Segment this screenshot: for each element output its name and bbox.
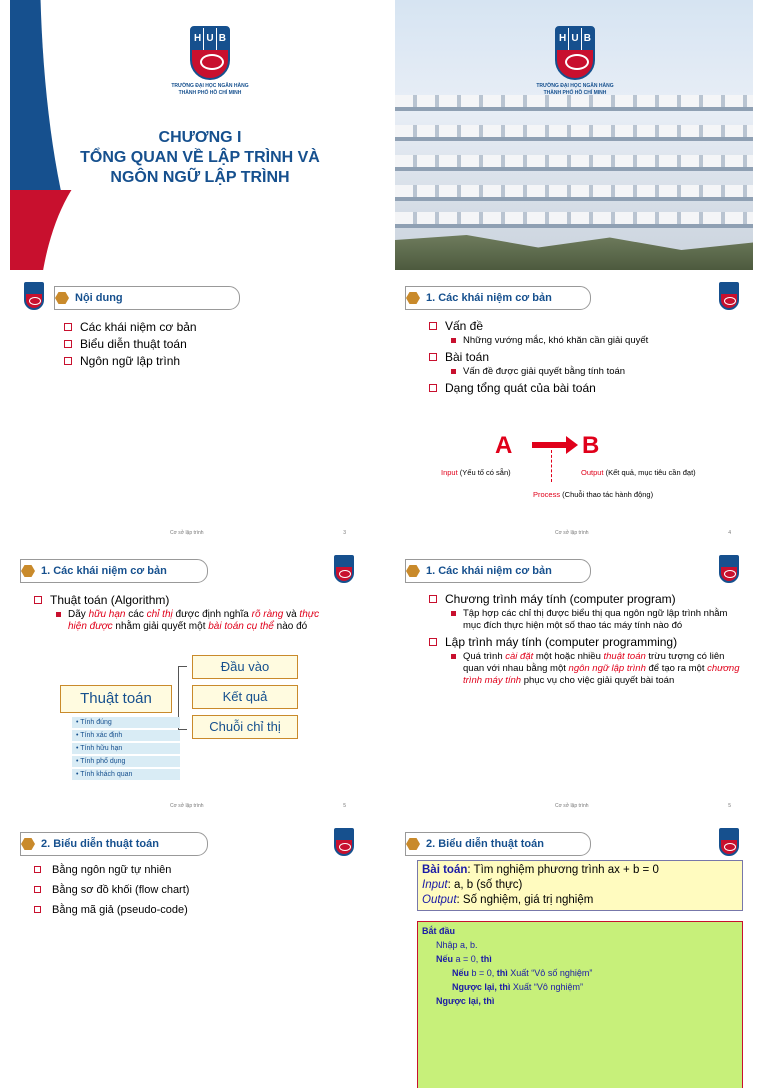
footer-text: Cơ sở lập trình: [170, 803, 204, 809]
hub-logo-icon: [334, 828, 354, 856]
slide-building-photo: [395, 0, 753, 270]
page-number: 3: [343, 530, 346, 536]
hub-shield-icon: H U B: [190, 26, 230, 80]
slide-basic-concepts: [395, 272, 753, 542]
list-item: Lập trình máy tính (computer programming) Quá trình cài đặt một hoặc nhiều thuật toán trừu tượng có liên quan với nhau bằng một ngôn ngữ lập trình để tạo ra một chương trình máy tính phục vụ cho việc giải quyết bài toán: [429, 634, 745, 687]
property-item: • Tính khách quan: [72, 769, 180, 780]
concept-list: [429, 318, 749, 397]
pseudocode-box: Bắt đầu Nhập a, b. Nếu a = 0, thì Nếu b = 0, thì Xuất “Vô số nghiệm” Ngược lại, thì Xuất “Vô nghiệm” Ngược lại, thì: [417, 921, 743, 1088]
footer-text: Cơ sở lập trình: [555, 803, 589, 809]
logo-caption: TRƯỜNG ĐẠI HỌC NGÂN HÀNG THÀNH PHỐ HỒ CHÍ MINH: [536, 83, 614, 96]
hexagon-bullet-icon: [21, 565, 35, 577]
hub-logo: [170, 26, 250, 97]
properties-list: [72, 717, 180, 782]
slide-header: 1. Các khái niệm cơ bản: [405, 286, 591, 310]
instruction-box: Chuỗi chỉ thị: [192, 715, 298, 739]
hub-logo-icon: [719, 828, 739, 856]
hexagon-bullet-icon: [406, 292, 420, 304]
slide-header: 2. Biểu diễn thuật toán: [20, 832, 208, 856]
property-item: • Tính xác định: [72, 730, 180, 741]
definition: Dãy hữu hạn các chỉ thị được định nghĩa rõ ràng và thực hiện được nhằm giải quyết một bài toán cụ thể nào đó: [50, 609, 334, 633]
hub-logo-icon: [719, 282, 739, 310]
list-item: Bằng sơ đồ khối (flow chart): [34, 880, 189, 900]
list-item: Vấn đề Những vướng mắc, khó khăn cần giải quyết: [429, 318, 749, 347]
representation-list: [34, 860, 189, 920]
slide-computer-program: [395, 545, 753, 815]
property-item: • Tính phổ dụng: [72, 756, 180, 767]
input-box: Đầu vào: [192, 655, 298, 679]
list-item: Ngôn ngữ lập trình: [64, 353, 197, 370]
page-number: 4: [728, 530, 731, 536]
list-item: Bằng mã giả (pseudo-code): [34, 900, 189, 920]
list-item: Bằng ngôn ngữ tự nhiên: [34, 860, 189, 880]
property-item: • Tính hữu hạn: [72, 743, 180, 754]
list-item: Bài toán Vấn đề được giải quyết bằng tính toán: [429, 349, 749, 378]
algorithm-list: [34, 592, 334, 635]
page-number: 5: [343, 803, 346, 809]
slide-header: Nội dung: [54, 286, 240, 310]
hub-shield-icon: H U B: [555, 26, 595, 80]
hexagon-bullet-icon: [21, 838, 35, 850]
hexagon-bullet-icon: [406, 838, 420, 850]
list-item: Thuật toán (Algorithm) Dãy hữu hạn các chỉ thị được định nghĩa rõ ràng và thực hiện được nhằm giải quyết một bài toán cụ thể nào đó: [34, 592, 334, 633]
program-list: [429, 591, 745, 689]
slide-title: [10, 0, 368, 270]
hub-logo: [535, 26, 615, 97]
footer-text: Cơ sở lập trình: [555, 530, 589, 536]
chapter-title: CHƯƠNG I TỔNG QUAN VỀ LẬP TRÌNH VÀ NGÔN NGỮ LẬP TRÌNH: [80, 129, 320, 186]
input-label: Input (Yếu tố có sẵn): [441, 468, 511, 477]
algorithm-box: Thuật toán: [60, 685, 172, 713]
slide-header: 1. Các khái niệm cơ bản: [20, 559, 208, 583]
hub-logo-icon: [719, 555, 739, 583]
hexagon-bullet-icon: [406, 565, 420, 577]
contents-list: [64, 319, 197, 370]
label-a: A: [495, 432, 513, 459]
sub-item: Vấn đề được giải quyết bằng tính toán: [445, 366, 749, 378]
output-label: Output (Kết quả, mục tiêu cần đạt): [581, 468, 696, 477]
slide-contents: [10, 272, 368, 542]
list-item: Biểu diễn thuật toán: [64, 336, 197, 353]
property-item: • Tính đúng: [72, 717, 180, 728]
slide-algorithm: [10, 545, 368, 815]
footer-text: Cơ sở lập trình: [170, 530, 204, 536]
logo-caption: TRƯỜNG ĐẠI HỌC NGÂN HÀNG THÀNH PHỐ HỒ CHÍ MINH: [171, 83, 249, 96]
sub-item: Tập hợp các chỉ thị được biểu thị qua ngôn ngữ lập trình nhằm mục đích thực hiện một số thao tác máy tính nào đó: [445, 608, 745, 632]
slide-pseudocode: [395, 818, 753, 1088]
problem-box: Bài toán: Tìm nghiệm phương trình ax + b = 0 Input: a, b (số thực) Output: Số nghiệm, giá trị nghiệm: [417, 860, 743, 911]
slide-header: 2. Biểu diễn thuật toán: [405, 832, 591, 856]
sub-item: Những vướng mắc, khó khăn cần giải quyết: [445, 335, 749, 347]
slide-algorithm-representation: [10, 818, 368, 1088]
hub-logo-icon: [334, 555, 354, 583]
hub-logo-icon: [24, 282, 44, 310]
list-item: Chương trình máy tính (computer program) Tập hợp các chỉ thị được biểu thị qua ngôn ngữ lập trình nhằm mục đích thực hiện một số thao tác máy tính nào đó: [429, 591, 745, 632]
process-label: Process (Chuỗi thao tác hành động): [533, 490, 654, 499]
slide-header: 1. Các khái niệm cơ bản: [405, 559, 591, 583]
page-number: 5: [728, 803, 731, 809]
sub-item: Quá trình cài đặt một hoặc nhiều thuật toán trừu tượng có liên quan với nhau bằng một ngôn ngữ lập trình để tạo ra một chương trình máy tính phục vụ cho việc giải quyết bài toán: [445, 651, 745, 687]
label-b: B: [582, 432, 600, 459]
hexagon-bullet-icon: [55, 292, 69, 304]
arrow-right-icon: [532, 442, 568, 448]
result-box: Kết quả: [192, 685, 298, 709]
list-item: Các khái niệm cơ bản: [64, 319, 197, 336]
list-item: Dạng tổng quát của bài toán: [429, 380, 749, 397]
